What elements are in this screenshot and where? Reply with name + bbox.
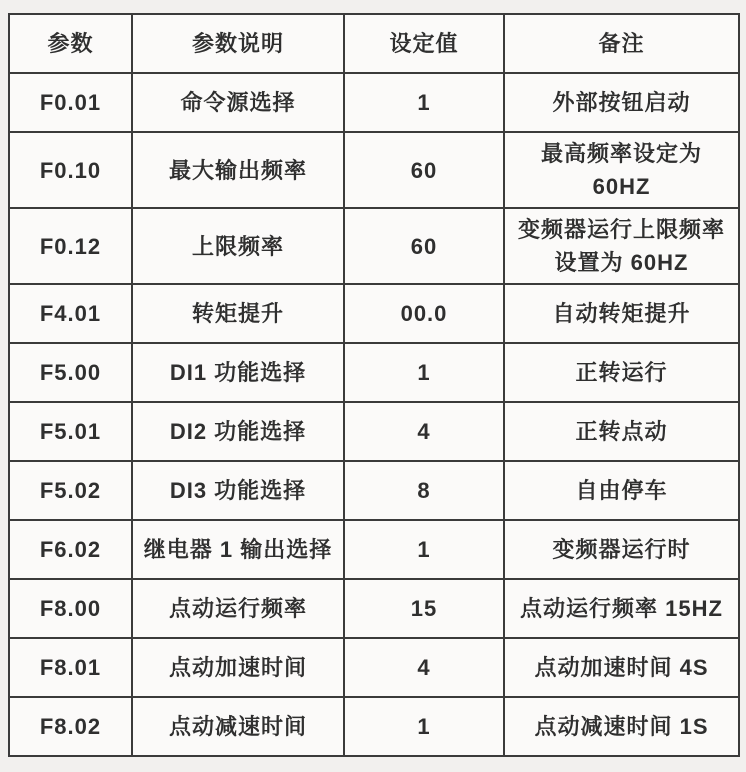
param-description-cell: 上限频率: [132, 208, 344, 284]
table-row: [9, 697, 739, 756]
param-description-cell: 转矩提升: [132, 284, 344, 343]
set-value-cell: 4: [344, 638, 504, 697]
note-cell: 点动运行频率 15HZ: [504, 579, 739, 638]
param-description-cell: 点动加速时间: [132, 638, 344, 697]
param-code-cell: F0.01: [9, 73, 132, 132]
table-row: [9, 579, 739, 638]
param-code-cell: F5.02: [9, 461, 132, 520]
set-value-cell: 1: [344, 73, 504, 132]
param-code-cell: F6.02: [9, 520, 132, 579]
note-cell: 变频器运行上限频率设置为 60HZ: [504, 208, 739, 284]
param-code-cell: F8.02: [9, 697, 132, 756]
set-value-cell: 60: [344, 208, 504, 284]
param-code-cell: F5.00: [9, 343, 132, 402]
note-cell: 变频器运行时: [504, 520, 739, 579]
param-code-cell: F8.01: [9, 638, 132, 697]
set-value-cell: 1: [344, 697, 504, 756]
note-cell: 外部按钮启动: [504, 73, 739, 132]
param-code-cell: F5.01: [9, 402, 132, 461]
table-row: [9, 284, 739, 343]
set-value-cell: 8: [344, 461, 504, 520]
header-set-value: 设定值: [344, 14, 504, 73]
param-code-cell: F0.10: [9, 132, 132, 208]
note-cell: 点动减速时间 1S: [504, 697, 739, 756]
note-cell: 自由停车: [504, 461, 739, 520]
param-code-cell: F0.12: [9, 208, 132, 284]
set-value-cell: 4: [344, 402, 504, 461]
param-description-cell: 点动运行频率: [132, 579, 344, 638]
param-description-cell: DI2 功能选择: [132, 402, 344, 461]
param-code-cell: F4.01: [9, 284, 132, 343]
parameter-table: [8, 13, 740, 757]
table-body: [9, 73, 739, 756]
header-note: 备注: [504, 14, 739, 73]
set-value-cell: 60: [344, 132, 504, 208]
note-cell: 正转点动: [504, 402, 739, 461]
set-value-cell: 1: [344, 343, 504, 402]
table-row: [9, 638, 739, 697]
set-value-cell: 00.0: [344, 284, 504, 343]
table-row: [9, 520, 739, 579]
header-description: 参数说明: [132, 14, 344, 73]
param-code-cell: F8.00: [9, 579, 132, 638]
set-value-cell: 15: [344, 579, 504, 638]
table-row: [9, 132, 739, 208]
header-row: [9, 14, 739, 73]
note-cell: 正转运行: [504, 343, 739, 402]
table-row: [9, 208, 739, 284]
note-cell: 自动转矩提升: [504, 284, 739, 343]
table-row: [9, 461, 739, 520]
header-param: 参数: [9, 14, 132, 73]
param-description-cell: DI1 功能选择: [132, 343, 344, 402]
table-row: [9, 402, 739, 461]
param-description-cell: 点动减速时间: [132, 697, 344, 756]
table-row: [9, 343, 739, 402]
param-description-cell: 命令源选择: [132, 73, 344, 132]
table-header: [9, 14, 739, 73]
set-value-cell: 1: [344, 520, 504, 579]
param-description-cell: 最大输出频率: [132, 132, 344, 208]
param-description-cell: DI3 功能选择: [132, 461, 344, 520]
note-cell: 最高频率设定为 60HZ: [504, 132, 739, 208]
parameter-table-container: [8, 13, 738, 757]
note-cell: 点动加速时间 4S: [504, 638, 739, 697]
table-row: [9, 73, 739, 132]
param-description-cell: 继电器 1 输出选择: [132, 520, 344, 579]
